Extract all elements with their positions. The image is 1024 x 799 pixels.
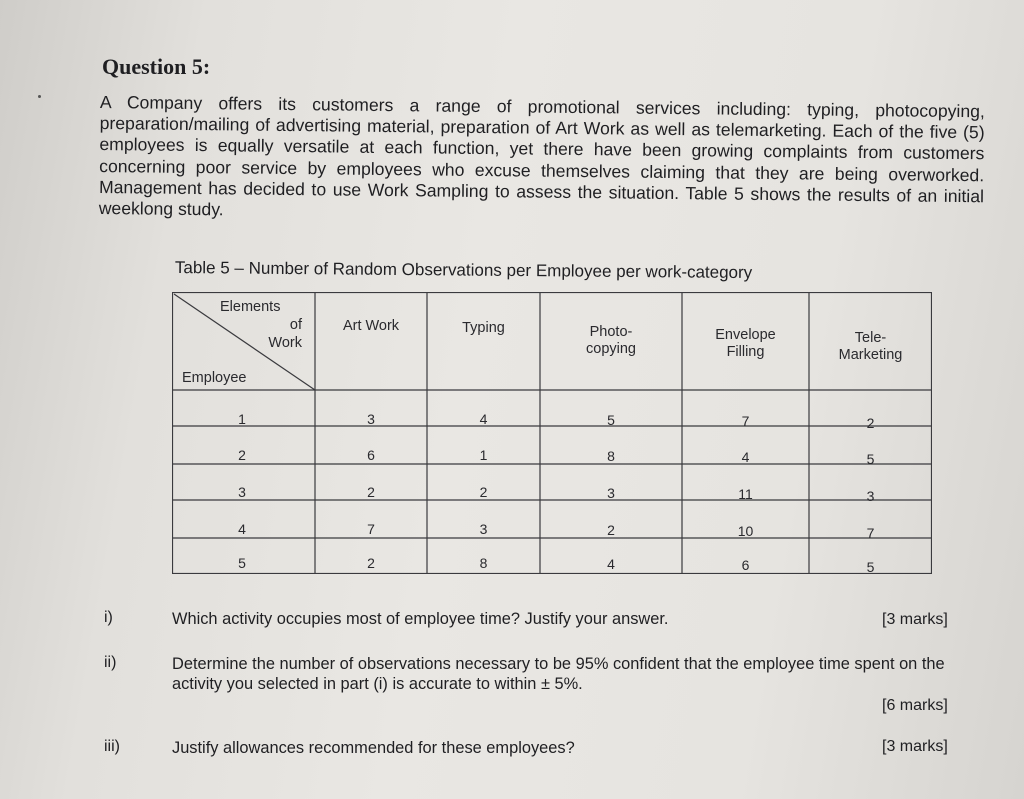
- table-row: [172, 484, 932, 504]
- marks-i: [3 marks]: [882, 611, 948, 628]
- table-row: [172, 521, 932, 541]
- cell-typing: 2: [479, 484, 488, 500]
- cell-telemarketing: 2: [866, 415, 875, 431]
- corner-label-of: of: [289, 317, 302, 333]
- cell-telemarketing: 3: [866, 488, 875, 504]
- margin-mark: [38, 95, 41, 98]
- table-row: [172, 411, 932, 431]
- corner-label-elements: Elements: [220, 299, 281, 315]
- cell-envelope-filling: 6: [741, 557, 750, 573]
- cell-art-work: 6: [367, 447, 375, 463]
- cell-telemarketing: 5: [866, 451, 875, 467]
- cell-photocopying: 8: [607, 448, 615, 464]
- table-caption: Table 5 – Number of Random Observations per Employee per work-category: [174, 258, 753, 283]
- cell-art-work: 7: [367, 521, 375, 537]
- question-title: Question 5:: [102, 54, 211, 79]
- question-text-ii: Determine the number of observations necessary to be 95% confident that the employee time spent on the activity you selected in part (i) is accurate to within ± 5%.: [172, 655, 945, 693]
- question-number-iii: iii): [104, 738, 120, 755]
- cell-typing: 4: [479, 411, 488, 427]
- corner-label-employee: Employee: [182, 370, 247, 386]
- cell-photocopying: 4: [607, 556, 615, 572]
- question-text-i: Which activity occupies most of employee time? Justify your answer.: [172, 610, 669, 628]
- employee-number: 5: [238, 555, 246, 571]
- cell-envelope-filling: 7: [741, 413, 750, 429]
- employee-number: 2: [238, 447, 246, 463]
- cell-typing: 3: [479, 521, 488, 537]
- cell-envelope-filling: 10: [737, 523, 754, 539]
- cell-telemarketing: 7: [866, 525, 875, 541]
- marks-iii: [3 marks]: [882, 738, 948, 755]
- cell-typing: 1: [479, 447, 488, 463]
- cell-art-work: 3: [367, 411, 375, 427]
- question-intro: A Company offers its customers a range of promotional services including: typing, photocopying, preparation/mailing of advertising material, preparation of Art Work as well as telemarketing. Each of the five (5) employees is equally versatile at each function, yet there have been growing complaints from customers concerning poor service by employees who excuse themselves claiming that they are being overworked. Management has decided to use Work Sampling to assess the situation. Table 5 shows the results of an initial weeklong study.: [98, 92, 985, 220]
- cell-photocopying: 3: [607, 485, 615, 501]
- cell-art-work: 2: [367, 555, 375, 571]
- marks-ii: [6 marks]: [882, 697, 948, 714]
- employee-number: 3: [238, 484, 246, 500]
- cell-photocopying: 2: [607, 522, 615, 538]
- employee-number: 4: [238, 521, 246, 537]
- cell-envelope-filling: 4: [741, 449, 750, 465]
- column-header-art-work: Art Work: [342, 318, 400, 334]
- observations-table: [172, 292, 932, 574]
- cell-typing: 8: [479, 555, 488, 571]
- question-text-iii: Justify allowances recommended for these employees?: [172, 739, 575, 757]
- table-row: [172, 447, 932, 467]
- question-number-i: i): [104, 609, 113, 626]
- employee-number: 1: [238, 411, 246, 427]
- cell-envelope-filling: 11: [738, 486, 753, 502]
- column-header-envelope-filling: Envelope Filling: [715, 327, 776, 360]
- cell-art-work: 2: [367, 484, 375, 500]
- column-header-photocopying: Photo- copying: [586, 324, 636, 357]
- corner-label-work: Work: [268, 335, 302, 351]
- cell-telemarketing: 5: [866, 559, 875, 575]
- cell-photocopying: 5: [607, 412, 615, 428]
- question-number-ii: ii): [104, 654, 117, 671]
- table-row: [172, 555, 932, 575]
- column-header-telemarketing: Tele- Marketing: [838, 330, 903, 363]
- column-header-typing: Typing: [462, 320, 505, 336]
